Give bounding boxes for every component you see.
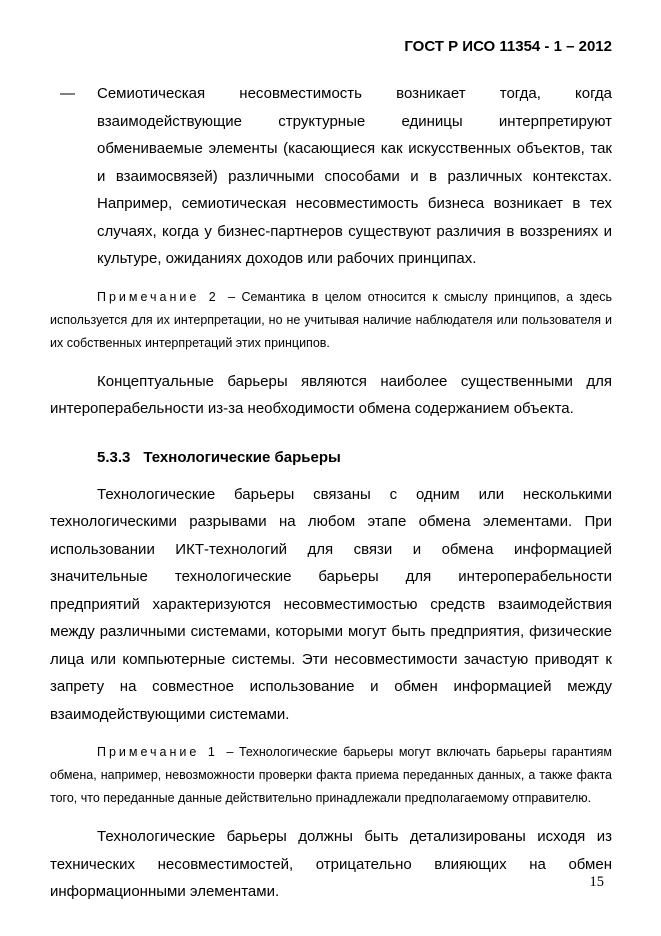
paragraph-technological-barriers-1: Технологические барьеры связаны с одним или несколькими технологическими разрывами на любом этапе обмена элементами. При использовании ИКТ-технологий для связи и обмена информацией значительные технологические барьеры для интероперабельности предприятий характеризуются несовместимостью средств взаимодействия между различными системами, которыми могут быть предприятия, физические лица или компьютерные системы. Эти несовместимости зачастую приводят к запрету на совместное использование и обмен информацией между взаимодействующими системами.	[50, 485, 612, 723]
page-number: 15	[589, 874, 604, 890]
note-2-paragraph	[50, 286, 612, 355]
note-2-text: – Семантика в целом относится к смыслу принципов, а здесь используется для их интерпретации, но не учитывая наличие наблюдателя или пользователя и их собственных интерпретаций этих принципов.	[50, 289, 613, 350]
paragraph-conceptual-barriers: Концептуальные барьеры являются наиболее существенными для интероперабельности из-за необходимости обмена содержанием объекта.	[50, 372, 612, 417]
note-1-text: – Технологические барьеры могут включать барьеры гарантиям обмена, например, невозможности проверки факта приема переданных данных, а также факта того, что переданные данные действительно принадлежали предполагаемому отправителю.	[50, 745, 612, 805]
note-2-label: Примечание 2	[97, 289, 229, 304]
note-1-paragraph	[50, 741, 612, 810]
section-heading-5-3-3	[97, 448, 612, 468]
bullet-paragraph-text: Семиотическая несовместимость возникает тогда, когда взаимодействующие структурные единицы интерпретируют обмениваемые элементы (касающиеся как искусственных объектов, так и взаимосвязей) различными способами и в различных контекстах. Например, семиотическая несовместимость бизнеса возникает в тех случаях, когда у бизнес-партнеров существуют различия в воззрениях и культуре, ожиданиях доходов или рабочих принципах.	[97, 85, 612, 267]
paragraph-technological-barriers-2: Технологические барьеры должны быть детализированы исходя из технических несовместимостей, отрицательно влияющих на обмен информационными элементами.	[50, 828, 612, 900]
note-1-label: Примечание 1	[97, 745, 227, 759]
section-number: 5.3.3	[97, 448, 131, 466]
bullet-paragraph	[60, 80, 612, 273]
document-header: ГОСТ Р ИСО 11354 - 1 – 2012	[404, 38, 612, 55]
section-title: Технологические барьеры	[143, 448, 341, 466]
bullet-dash-marker: —	[60, 85, 75, 102]
